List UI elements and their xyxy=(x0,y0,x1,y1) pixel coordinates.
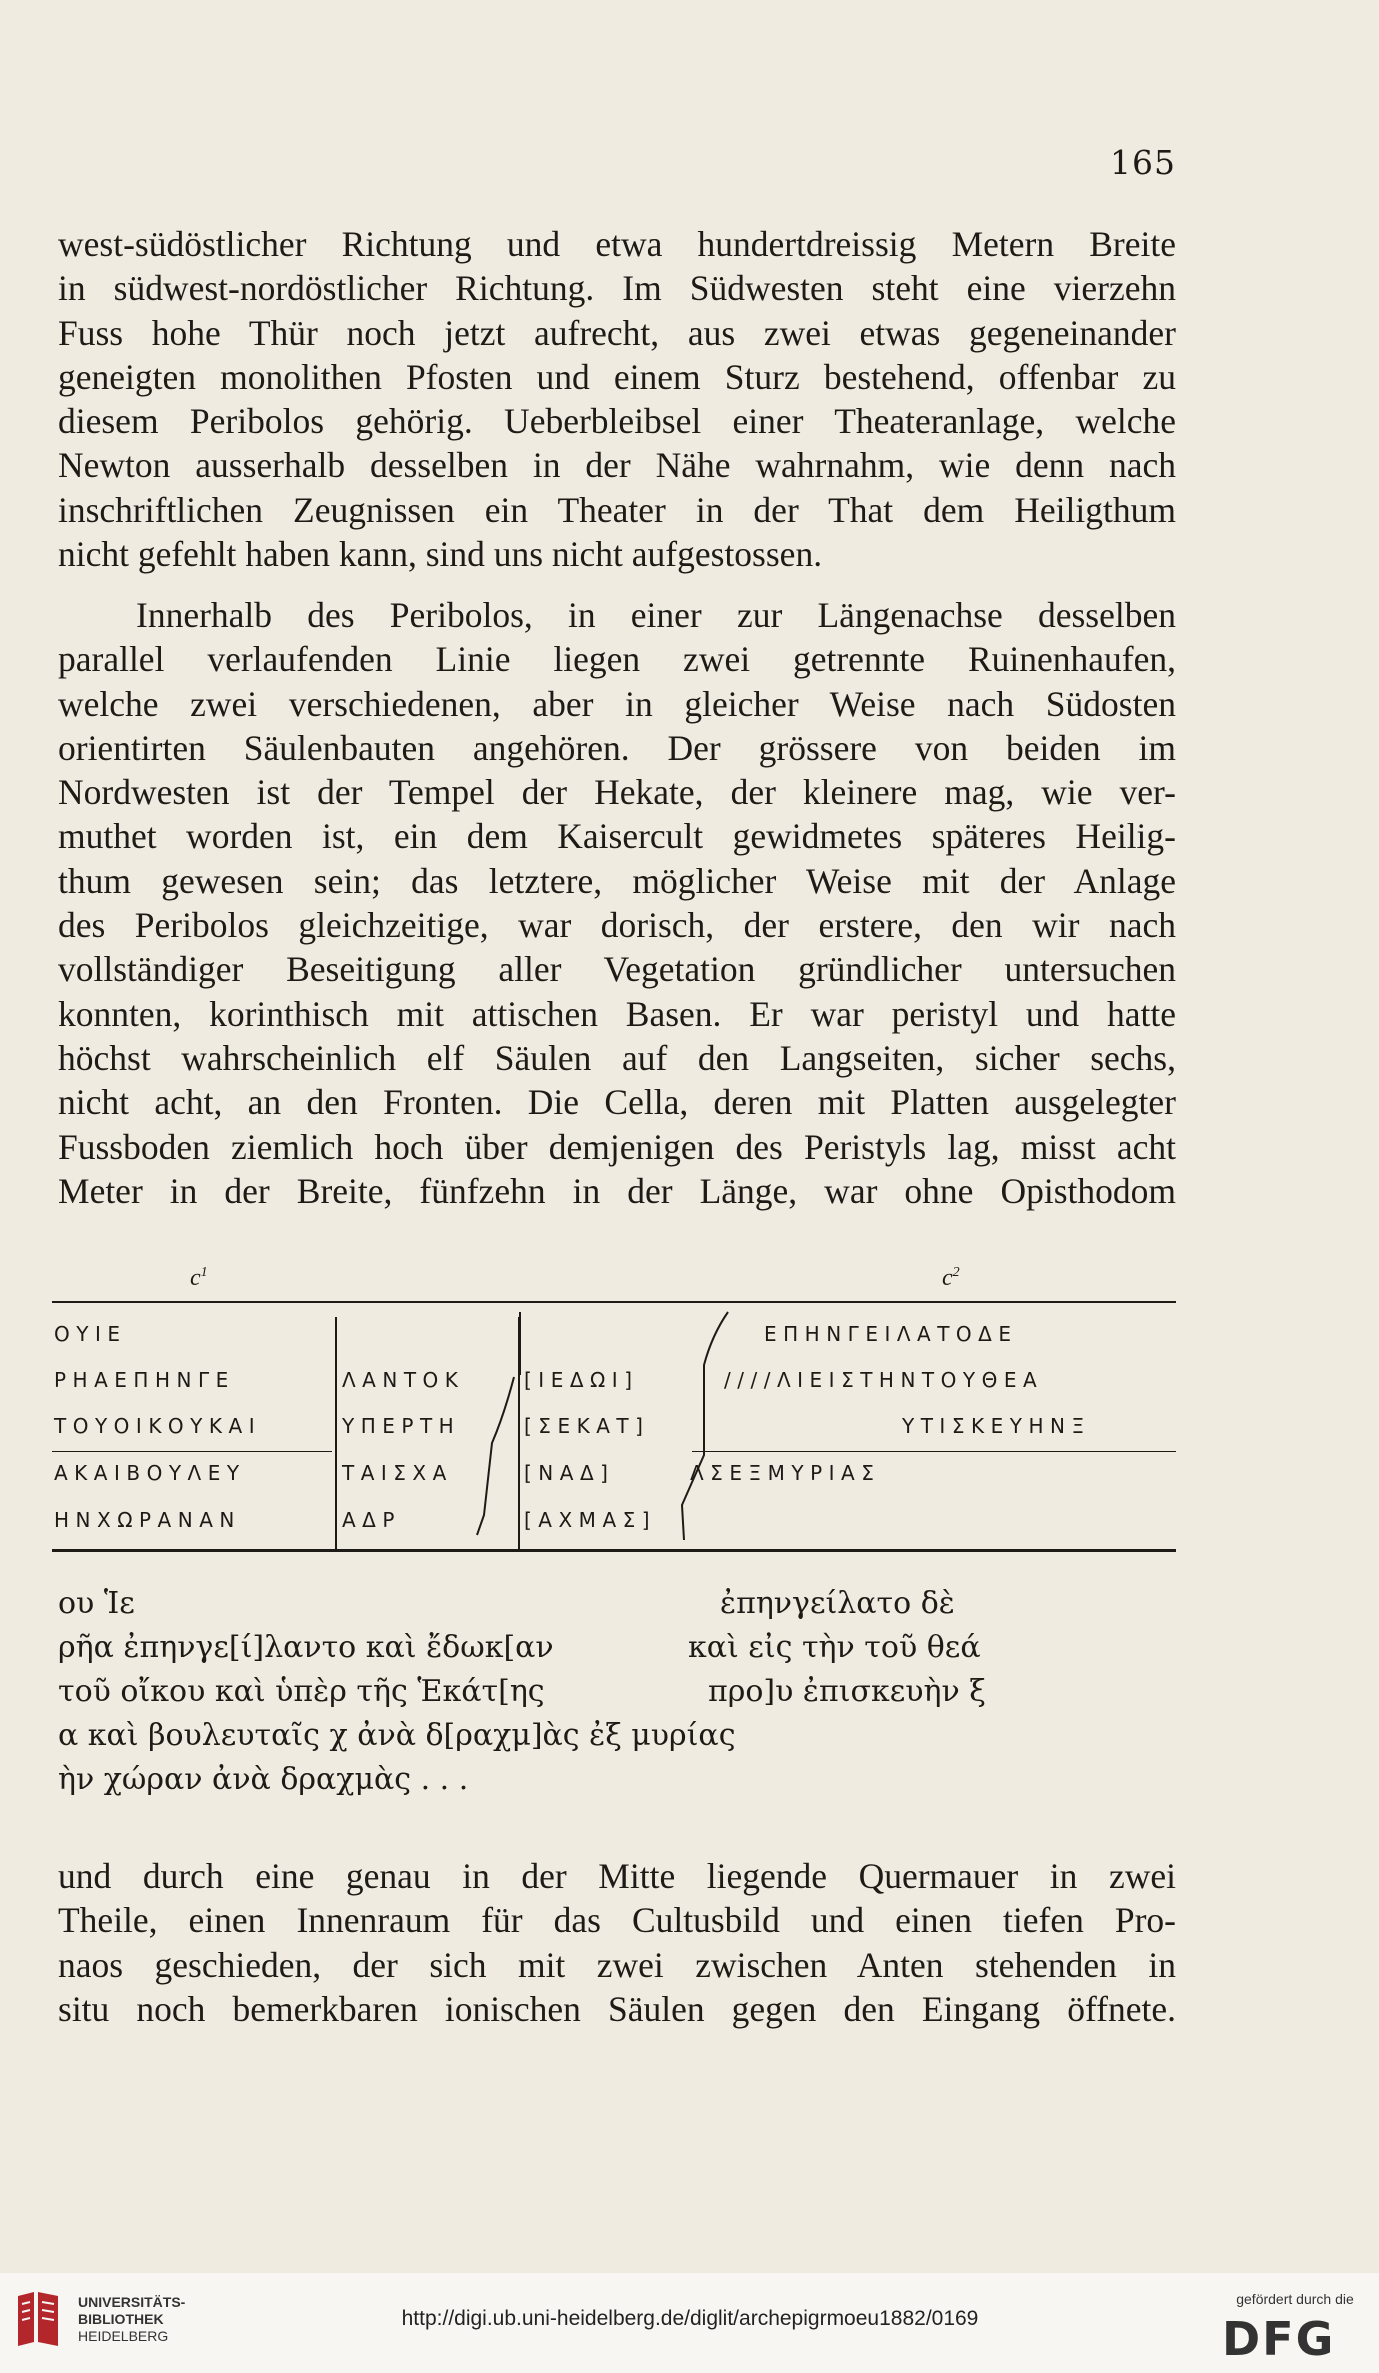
text-line: geneigten monolithen Pfosten und einem Sturz bestehend, offenbar zu xyxy=(58,356,1176,397)
permalink-url[interactable]: http://digi.ub.uni-heidelberg.de/diglit/archepigrmoeu1882/0169 xyxy=(401,2307,979,2330)
library-name: UNIVERSITÄTS- BIBLIOTHEK HEIDELBERG xyxy=(78,2294,186,2344)
text-line: thum gewesen sein; das letztere, möglicher Weise mit der Anlage xyxy=(58,860,1176,901)
transcription-line: τοῦ οἴκου καὶ ὑπὲρ τῆς Ἑκάτ[ης xyxy=(58,1674,545,1709)
text-line: des Peribolos gleichzeitige, war dorisch, der erstere, den wir nach xyxy=(58,905,1176,946)
inscription-line: [ΝΑΔ] xyxy=(524,1461,615,1485)
text-line: inschriftlichen Zeugnissen ein Theater in der That dem Heiligthum xyxy=(58,489,1176,530)
inscription-line: ΛΑΝΤΟΚ xyxy=(342,1368,465,1392)
fragment-label-c1: $c^1$ xyxy=(190,1265,208,1291)
text-line: konnten, korinthisch mit attischen Basen. Er war peristyl und hatte xyxy=(58,993,1176,1034)
inscription-line: ΥΠΕΡΤΗ xyxy=(342,1414,461,1438)
inscription-line: [ΑΧΜΑΣ] xyxy=(524,1508,657,1532)
inscription-line: ΤΑΙΣΧΑ xyxy=(342,1461,453,1485)
inscription-line: ΗΝΧΩΡΑΝΑΝ xyxy=(54,1508,241,1532)
inscription-line: ////ΛΙΕΙΣΤΗΝΤΟΥΘΕΑ xyxy=(724,1368,1044,1392)
funded-by-label: gefördert durch die xyxy=(1236,2291,1354,2307)
fragment-label-c2: $c^2$ xyxy=(942,1265,960,1291)
text-line: vollständiger Beseitigung aller Vegetation gründlicher untersuchen xyxy=(58,949,1176,990)
inscription-line: [ΙΕΔΩΙ] xyxy=(524,1368,639,1392)
transcription-line: α καὶ βουλευταῖς χ ἀνὰ δ[ραχμ]ὰς ἐξ μυρίας xyxy=(58,1718,736,1753)
text-line: Theile, einen Innenraum für das Cultusbild und einen tiefen Pro- xyxy=(58,1900,1176,1941)
transcription-line: ου Ἱε xyxy=(58,1586,135,1621)
inscription-line: ΕΠΗΝΓΕΙΛΑΤΟΔΕ xyxy=(764,1322,1018,1346)
text-line: nicht acht, an den Fronten. Die Cella, deren mit Platten ausgelegter xyxy=(58,1082,1176,1123)
inscription-line: ΥΤΙΣΚΕΥΗΝΞ xyxy=(902,1414,1091,1438)
text-line: Meter in der Breite, fünfzehn in der Länge, war ohne Opisthodom xyxy=(58,1170,1176,1211)
paragraph-1 xyxy=(58,222,1176,576)
paragraph-2 xyxy=(58,593,1176,1213)
text-line: diesem Peribolos gehörig. Ueberbleibsel einer Theateranlage, welche xyxy=(58,401,1176,442)
transcription-line: ρῆα ἐπηνγε[ί]λαντο καὶ ἔδωκ[αν xyxy=(58,1630,554,1665)
transcription-line: προ]υ ἐπισκευὴν ξ xyxy=(708,1674,986,1709)
transcription-line: ἐπηνγείλατο δὲ xyxy=(720,1586,955,1621)
inscription-line: [ΣΕΚΑΤ] xyxy=(524,1414,650,1438)
inscription-line: ΛΣΕΞΜΥΡΙΑΣ xyxy=(690,1461,881,1485)
inscription-line: ΟΥΙΕ xyxy=(54,1322,127,1346)
page-number: 165 xyxy=(1110,143,1176,182)
text-line: Innerhalb des Peribolos, in einer zur Längenachse desselben xyxy=(136,595,1176,635)
text-line: Fuss hohe Thür noch jetzt aufrecht, aus zwei etwas gegeneinander xyxy=(58,312,1176,353)
inscription-line: ΡΗΑΕΠΗΝΓΕ xyxy=(54,1368,235,1392)
paragraph-3 xyxy=(58,1854,1176,2031)
text-line: parallel verlaufenden Linie liegen zwei getrennte Ruinenhaufen, xyxy=(58,639,1176,680)
text-line: welche zwei verschiedenen, aber in gleicher Weise nach Südosten xyxy=(58,683,1176,724)
text-line: und durch eine genau in der Mitte liegende Quermauer in zwei xyxy=(58,1856,1176,1896)
text-line: muthet worden ist, ein dem Kaisercult gewidmetes späteres Heilig- xyxy=(58,816,1176,857)
text-line: Fussboden ziemlich hoch über demjenigen des Peristyls lag, misst acht xyxy=(58,1126,1176,1167)
transcription-line: ὴν χώραν ἀνὰ δραχμὰς . . . xyxy=(58,1762,469,1797)
text-line: in südwest-nordöstlicher Richtung. Im Südwesten steht eine vierzehn xyxy=(58,268,1176,309)
text-line: orientirten Säulenbauten angehören. Der grössere von beiden im xyxy=(58,727,1176,768)
text-line: west-südöstlicher Richtung und etwa hundertdreissig Metern Breite xyxy=(58,224,1176,264)
inscription-line: ΑΔΡ xyxy=(342,1508,401,1532)
inscription-line: ΑΚΑΙΒΟΥΛΕΥ xyxy=(54,1461,246,1485)
university-library-logo-icon xyxy=(14,2290,62,2348)
text-line: Newton ausserhalb desselben in der Nähe wahrnahm, wie denn nach xyxy=(58,445,1176,486)
dfg-logo: DFG xyxy=(1222,2312,1336,2366)
text-line: naos geschieden, der sich mit zwei zwischen Anten stehenden in xyxy=(58,1944,1176,1985)
text-line: situ noch bemerkbaren ionischen Säulen gegen den Eingang öffnete. xyxy=(58,1988,1176,2029)
text-line: nicht gefehlt haben kann, sind uns nicht aufgestossen. xyxy=(58,534,823,575)
inscription-facsimile xyxy=(52,1265,1176,1555)
inscription-line: ΤΟΥΟΙΚΟΥΚΑΙ xyxy=(54,1414,262,1438)
text-line: Nordwesten ist der Tempel der Hekate, der kleinere mag, wie ver- xyxy=(58,772,1176,813)
transcription-line: καὶ εἰς τὴν τοῦ θεά xyxy=(688,1630,981,1665)
text-line: höchst wahrscheinlich elf Säulen auf den Langseiten, sicher sechs, xyxy=(58,1037,1176,1078)
